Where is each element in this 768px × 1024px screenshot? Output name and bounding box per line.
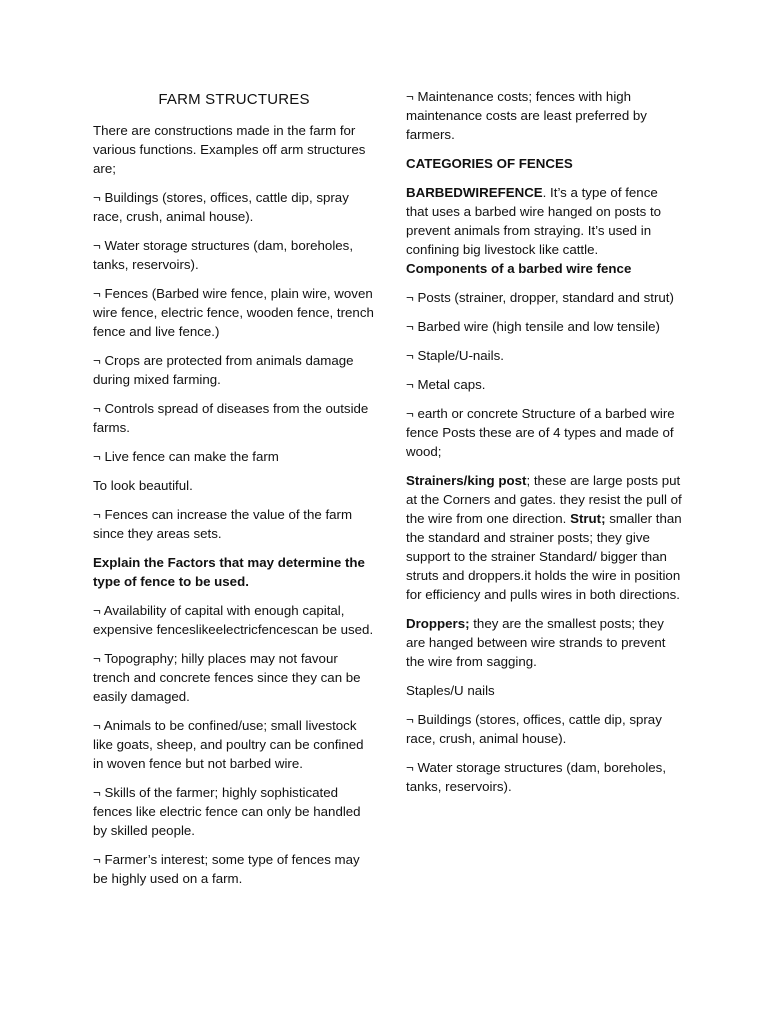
bullet-animals-confined: ¬ Animals to be confined/use; small livestock like goats, sheep, and poultry can be confined in woven fence but not barbed wire. <box>93 718 364 771</box>
bullet-maintenance-costs: ¬ Maintenance costs; fences with high maintenance costs are least preferred by farmers. <box>406 89 647 142</box>
term-barbed-wire-fence: BARBEDWIREFENCE <box>406 185 543 200</box>
bullet-water-storage-repeat: ¬ Water storage structures (dam, boreholes, tanks, reservoirs). <box>406 760 667 794</box>
term-strainers: Strainers/king post <box>406 473 527 488</box>
bullet-topography: ¬ Topography; hilly places may not favour trench and concrete fences since they can be easily damaged. <box>93 651 361 704</box>
term-strut: Strut; <box>570 511 606 526</box>
bullet-staple: ¬ Staple/U-nails. <box>406 348 504 363</box>
barbed-wire-fence-description: . It’s a type of fence that uses a barbed wire hanged on posts to prevent animals from straying. It’s used in confining big livestock like cattle. <box>406 185 662 257</box>
intro-paragraph: There are constructions made in the farm for various functions. Examples off arm structures are; <box>93 123 366 176</box>
right-column <box>406 87 682 806</box>
left-column <box>93 88 375 898</box>
bullet-posts: ¬ Posts (strainer, dropper, standard and strut) <box>406 290 674 305</box>
droppers-description: they are the smallest posts; they are hanged between wire strands to prevent the wire from sagging. <box>406 616 666 669</box>
bullet-increase-value: ¬ Fences can increase the value of the farm since they areas sets. <box>93 507 353 541</box>
heading-factors: Explain the Factors that may determine the type of fence to be used. <box>93 555 365 589</box>
heading-categories: CATEGORIES OF FENCES <box>406 156 573 171</box>
page-title: FARM STRUCTURES <box>158 91 310 108</box>
bullet-crops-protected: ¬ Crops are protected from animals damage during mixed farming. <box>93 353 354 387</box>
strut-description: smaller than the standard and strainer posts; they give support to the strainer Standard/ bigger than struts and droppers.it holds the wire in position for efficiency and pulls wires in both directions. <box>406 511 682 602</box>
bullet-fences: ¬ Fences (Barbed wire fence, plain wire, woven wire fence, electric fence, wooden fence, trench fence and live fence.) <box>93 286 374 339</box>
paragraph-look-beautiful: To look beautiful. <box>93 478 193 493</box>
bullet-buildings-repeat: ¬ Buildings (stores, offices, cattle dip, spray race, crush, animal house). <box>406 712 662 746</box>
bullet-earth-concrete: ¬ earth or concrete Structure of a barbed wire fence Posts these are of 4 types and made of wood; <box>406 406 675 459</box>
paragraph-strainers-strut <box>406 471 682 604</box>
paragraph-droppers <box>406 614 682 671</box>
bullet-water-storage: ¬ Water storage structures (dam, boreholes, tanks, reservoirs). <box>93 238 354 272</box>
bullet-live-fence: ¬ Live fence can make the farm <box>93 449 279 464</box>
bullet-capital: ¬ Availability of capital with enough capital, expensive fenceslikeelectricfencescan be used. <box>93 603 374 637</box>
bullet-buildings: ¬ Buildings (stores, offices, cattle dip, spray race, crush, animal house). <box>93 190 349 224</box>
bullet-metal-caps: ¬ Metal caps. <box>406 377 486 392</box>
bullet-farmers-interest: ¬ Farmer’s interest; some type of fences may be highly used on a farm. <box>93 852 360 886</box>
term-droppers: Droppers; <box>406 616 470 631</box>
bullet-controls-diseases: ¬ Controls spread of diseases from the outside farms. <box>93 401 369 435</box>
paragraph-staples: Staples/U nails <box>406 683 495 698</box>
paragraph-barbed-wire-fence <box>406 183 682 259</box>
bullet-skills-farmer: ¬ Skills of the farmer; highly sophisticated fences like electric fence can only be handled by skilled people. <box>93 785 361 838</box>
bullet-barbed-wire: ¬ Barbed wire (high tensile and low tensile) <box>406 319 660 334</box>
heading-components: Components of a barbed wire fence <box>406 261 632 276</box>
strainers-description: ; these are large posts put at the Corners and gates. they resist the pull of the wire from one direction. <box>406 473 682 526</box>
